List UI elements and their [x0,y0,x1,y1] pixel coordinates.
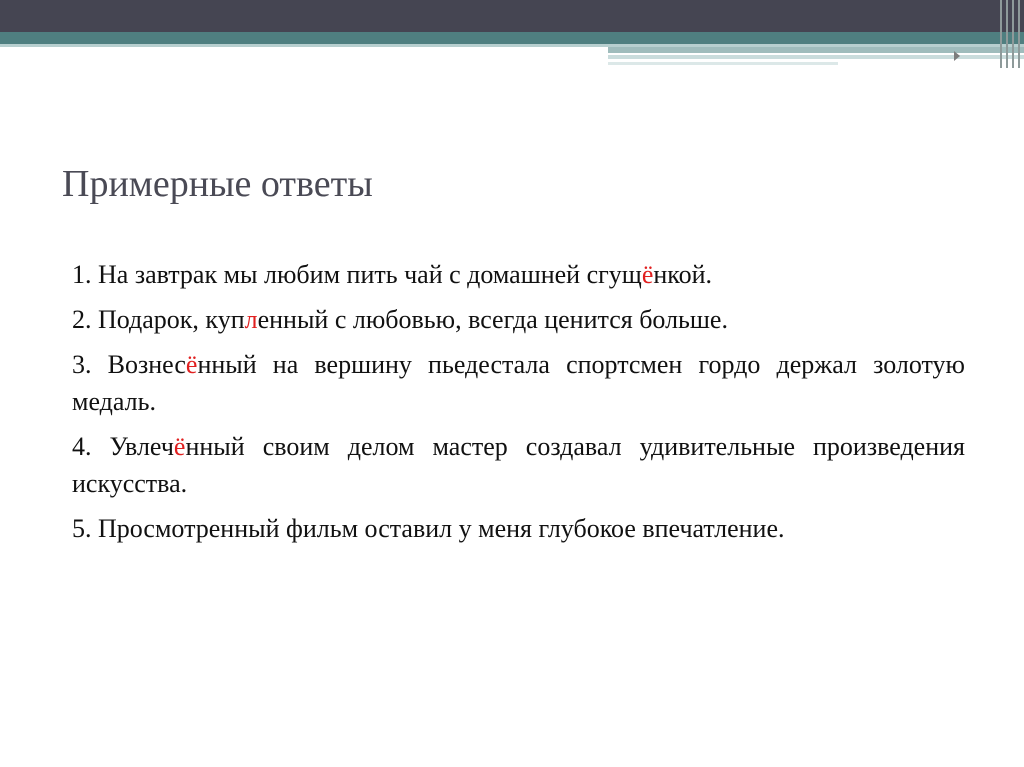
accent-letter: ё [641,260,654,289]
answer-item: 1. На завтрак мы любим пить чай с домашней сгущёнкой. [72,260,712,289]
header-stripe [608,55,1024,59]
answer-item: 2. Подарок, купленный с любовью, всегда ценится больше. [72,305,728,334]
answer-list [72,256,965,555]
accent-letter: л [244,305,258,334]
accent-letter: ё [185,350,198,379]
answer-item: 5. Просмотренный фильм оставил у меня глубокое впечатление. [72,514,785,543]
accent-letter: ё [173,432,186,461]
header-band-teal [0,32,1024,44]
arrow-right-icon [954,51,960,61]
answer-item: 4. Увлечённый своим делом мастер создавал удивительные произведения искусства. [72,432,965,498]
answer-item: 3. Вознесённый на вершину пьедестала спортсмен гордо держал золотую медаль. [72,350,965,416]
slide-title: Примерные ответы [62,163,373,205]
corner-decoration [998,0,1024,70]
header-stripe [608,62,838,65]
header-band-dark [0,0,1024,32]
header-stripe [608,47,1024,53]
